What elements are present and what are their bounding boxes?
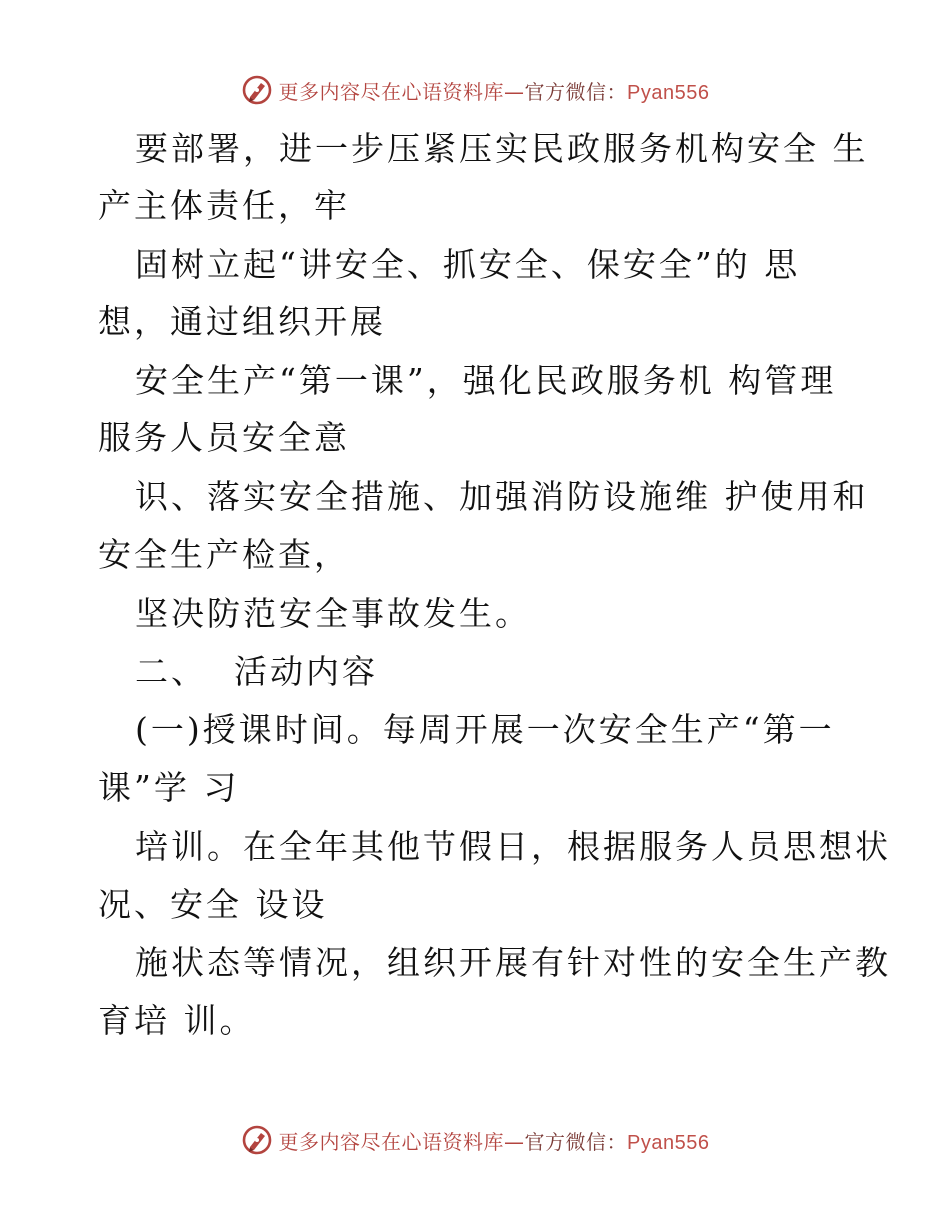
text-line: 施状态等情况，组织开展有针对性的安全生产教 — [135, 943, 891, 982]
text-line: 想，通过组织开展 — [98, 302, 386, 341]
text-line: 产主体责任，牢 — [98, 186, 350, 225]
text-line: (一)授课时间。每周开展一次安全生产“第一 — [135, 710, 835, 749]
watermark-separator: — — [504, 79, 525, 104]
watermark-brand: 更多内容尽在心语资料库 — [278, 1129, 505, 1154]
text-line: 识、落实安全措施、加强消防设施维 护使用和 — [135, 477, 869, 516]
watermark-wechat-id: Pyan556 — [627, 1131, 710, 1154]
text-line: 要部署，进一步压紧压实民政服务机构安全 生 — [135, 129, 869, 168]
footer-watermark — [0, 1120, 950, 1160]
section-heading: 二、 活动内容 — [135, 652, 378, 691]
pen-circle-logo-icon — [241, 1124, 273, 1156]
text-line: 服务人员安全意 — [98, 418, 350, 457]
watermark-wechat-label: 官方微信： — [524, 79, 628, 104]
watermark-wechat-label: 官方微信： — [524, 1129, 628, 1154]
watermark-brand: 更多内容尽在心语资料库 — [278, 79, 505, 104]
text-line: 安全生产检查， — [98, 535, 350, 574]
text-line: 况、安全 设设 — [98, 885, 328, 924]
text-line: 育培 训。 — [98, 1001, 256, 1040]
watermark-separator: — — [504, 1129, 525, 1154]
text-line: 培训。在全年其他节假日，根据服务人员思想状 — [135, 827, 891, 866]
text-line: 安全生产“第一课”，强化民政服务机 构管理 — [135, 361, 837, 400]
text-line: 坚决防范安全事故发生。 — [135, 594, 531, 633]
text-line: 固树立起“讲安全、抓安全、保安全”的 思 — [135, 245, 801, 284]
watermark-wechat-id: Pyan556 — [627, 81, 710, 104]
text-line: 课”学 习 — [98, 768, 240, 807]
